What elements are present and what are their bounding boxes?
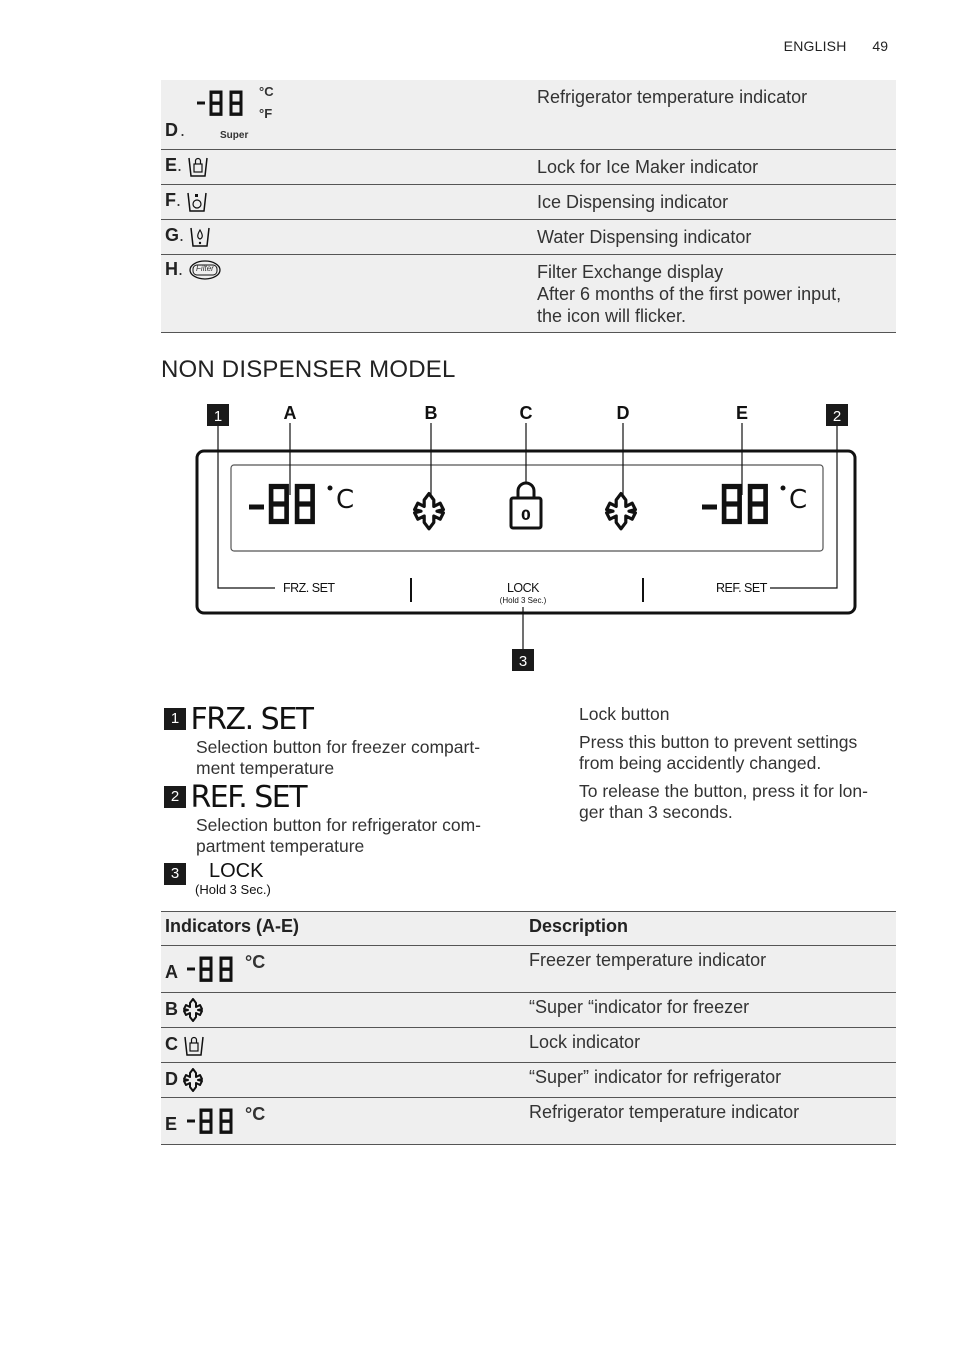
water-dispensing-icon bbox=[189, 224, 211, 248]
label-letter-d: D bbox=[616, 403, 630, 423]
table-row bbox=[161, 1028, 896, 1063]
row-letter: D bbox=[165, 120, 178, 140]
lock-icon bbox=[511, 483, 541, 528]
snowflake-icon bbox=[183, 1068, 203, 1092]
dispenser-indicator-table bbox=[161, 80, 896, 333]
label-letter-a: A bbox=[283, 403, 297, 423]
number-badge: 2 bbox=[164, 786, 186, 808]
button-title: REF. SET bbox=[190, 780, 307, 815]
degree-dot bbox=[328, 486, 333, 491]
section-title: NON DISPENSER MODEL bbox=[161, 356, 456, 383]
table-row: H. Filter Filter Exchange display After 6 months of the first power input, the icon will flicker. bbox=[161, 255, 896, 333]
row-description: Freezer temperature indicator bbox=[529, 950, 767, 970]
column-header: Indicators (A-E) bbox=[161, 912, 525, 946]
refrigerator-temp-digits bbox=[702, 487, 766, 522]
snowflake-icon bbox=[607, 494, 636, 529]
row-letter: D bbox=[165, 1068, 178, 1089]
frz-set-button[interactable]: FRZ. SET bbox=[283, 581, 335, 595]
row-description: “Super” indicator for refrigerator bbox=[529, 1067, 782, 1087]
table-row: F. Ice Dispensing indicator bbox=[161, 185, 896, 220]
ref-set-button[interactable]: REF. SET bbox=[716, 581, 767, 595]
svg-text:0: 0 bbox=[521, 508, 531, 524]
lock-title: Lock button bbox=[579, 704, 670, 724]
badge-3-number: 3 bbox=[518, 653, 528, 670]
table-row: D . °C °F Super Refrigerator temperature indicator bbox=[161, 80, 896, 150]
snowflake-icon bbox=[183, 998, 203, 1022]
row-description: Lock for Ice Maker indicator bbox=[537, 157, 759, 177]
table-row bbox=[161, 1063, 896, 1098]
row-description: the icon will flicker. bbox=[537, 306, 687, 326]
number-badge: 3 bbox=[164, 863, 186, 885]
button-description: partment temperature bbox=[196, 836, 365, 856]
lock-paragraph: Press this button to prevent settings bbox=[579, 732, 858, 752]
control-panel-diagram bbox=[180, 395, 870, 680]
row-letter: E bbox=[165, 1114, 178, 1134]
super-label: Super bbox=[220, 130, 249, 141]
unit-celsius: °C bbox=[245, 1104, 266, 1124]
button-description: ment temperature bbox=[196, 758, 335, 778]
lock-paragraph: ger than 3 seconds. bbox=[579, 802, 733, 822]
button-description-frz bbox=[164, 702, 544, 779]
number-badge: 1 bbox=[164, 708, 186, 730]
freezer-temp-digits bbox=[249, 487, 313, 522]
lock-paragraph: To release the button, press it for lon- bbox=[579, 781, 868, 801]
row-letter: H bbox=[165, 259, 178, 279]
button-description-ref bbox=[164, 780, 544, 857]
button-description: Selection button for refrigerator com- bbox=[196, 815, 481, 835]
row-letter: E bbox=[165, 154, 178, 175]
row-description: Refrigerator temperature indicator bbox=[529, 1102, 800, 1122]
unit-fahrenheit: °F bbox=[259, 106, 273, 121]
lock-button[interactable]: LOCK bbox=[506, 581, 540, 595]
unit-celsius: °C bbox=[259, 84, 274, 99]
table-row bbox=[161, 946, 896, 993]
page-number: 49 bbox=[872, 38, 888, 54]
degree-dot bbox=[781, 486, 786, 491]
row-description: Filter Exchange display bbox=[537, 262, 724, 282]
badge-1-number: 1 bbox=[213, 408, 223, 425]
table-row bbox=[161, 1098, 896, 1145]
table-row bbox=[161, 993, 896, 1028]
temp-display-icon bbox=[185, 952, 243, 986]
row-description: After 6 months of the first power input, bbox=[537, 284, 842, 304]
button-title: FRZ. SET bbox=[190, 702, 313, 737]
row-description: Ice Dispensing indicator bbox=[537, 192, 729, 212]
unit-celsius: C bbox=[789, 485, 808, 515]
label-letter-c: C bbox=[519, 403, 533, 423]
row-letter: G bbox=[165, 224, 180, 245]
badge-2-number: 2 bbox=[832, 408, 842, 425]
filter-label: Filter bbox=[196, 264, 214, 274]
row-description: Water Dispensing indicator bbox=[537, 227, 752, 247]
indicators-table bbox=[161, 911, 896, 1145]
row-description: “Super “indicator for freezer bbox=[529, 997, 750, 1017]
table-row: G. Water Dispensing indicator bbox=[161, 220, 896, 255]
unit-celsius: C bbox=[336, 485, 355, 515]
ice-dispensing-icon bbox=[186, 189, 208, 213]
button-description: Selection button for freezer compart- bbox=[196, 737, 481, 757]
lock-paragraph: from being accidently changed. bbox=[579, 753, 822, 773]
temp-display-icon bbox=[195, 86, 255, 120]
row-description: Lock indicator bbox=[529, 1032, 641, 1052]
lock-hold-hint: (Hold 3 Sec.) bbox=[195, 882, 271, 897]
lock-description bbox=[579, 704, 899, 823]
row-description: Refrigerator temperature indicator bbox=[537, 87, 808, 107]
row-letter: C bbox=[165, 1033, 178, 1054]
row-letter: B bbox=[165, 998, 178, 1019]
lock-icon bbox=[183, 1033, 205, 1057]
button-title: LOCK bbox=[209, 860, 264, 882]
row-letter: A bbox=[165, 962, 178, 982]
filter-icon bbox=[188, 259, 222, 281]
lock-hold-hint: (Hold 3 Sec.) bbox=[499, 596, 547, 605]
page-header bbox=[784, 38, 888, 54]
unit-celsius: °C bbox=[245, 952, 266, 972]
table-row: E. Lock for Ice Maker indicator bbox=[161, 150, 896, 185]
temp-display-icon bbox=[185, 1104, 243, 1138]
row-letter: F bbox=[165, 189, 176, 210]
ice-lock-icon bbox=[187, 154, 209, 178]
snowflake-icon bbox=[415, 494, 444, 529]
column-header: Description bbox=[525, 912, 896, 946]
label-letter-e: E bbox=[735, 403, 749, 423]
label-letter-b: B bbox=[424, 403, 438, 423]
language-label: ENGLISH bbox=[783, 38, 847, 54]
